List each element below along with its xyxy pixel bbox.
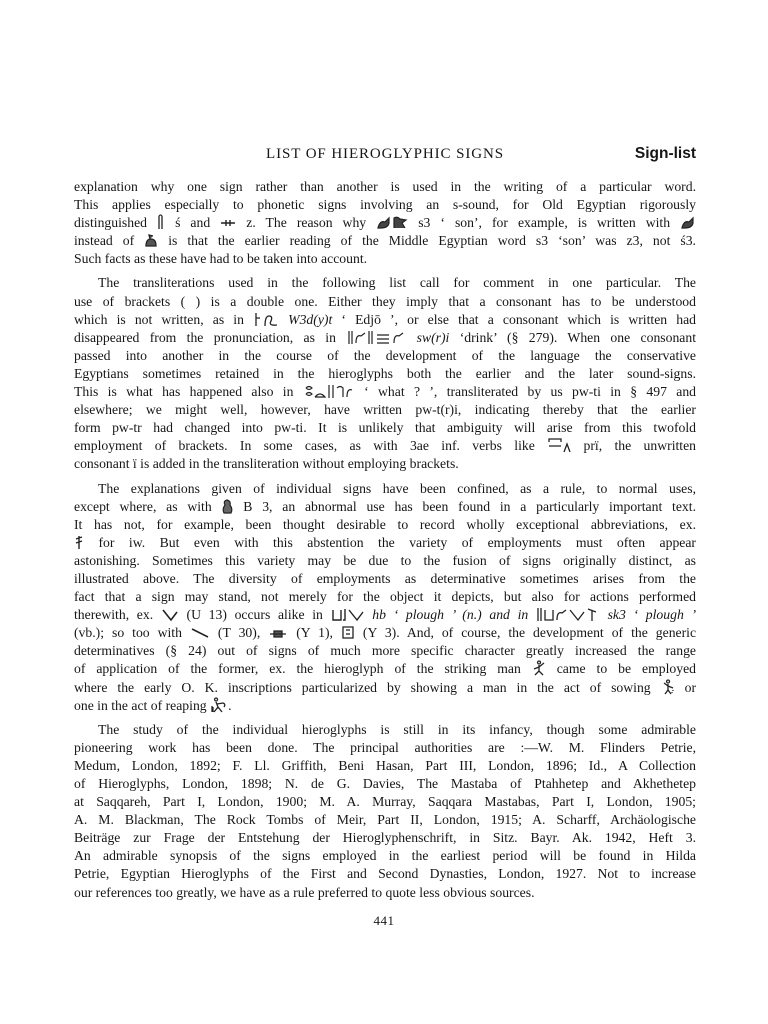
text-fragment: (Y 1), bbox=[296, 625, 333, 641]
text-fragment: which is not written, as in bbox=[74, 311, 244, 327]
paragraph-4 bbox=[74, 721, 696, 902]
text-line: It has not, for example, been thought desirable to record wholly exceptional abbreviations, ex. bbox=[74, 516, 696, 532]
text-line: Egyptians sometimes retained in the hieroglyphs both the earlier and the later sound-signs. bbox=[74, 365, 696, 381]
text-line: use of brackets ( ) is a double one. Either they imply that a consonant has to be understood bbox=[74, 293, 696, 309]
hoe-hieroglyph-icon bbox=[161, 607, 179, 622]
body-text bbox=[74, 178, 696, 908]
pintail-duck-hieroglyph-icon bbox=[680, 215, 696, 230]
text-line: The transliterations used in the following list call for comment in one particular. The bbox=[98, 275, 696, 291]
text-line: passed into another in the course of the development of the language the conservative bbox=[74, 347, 696, 363]
text-line: one in the act of reaping . bbox=[74, 697, 232, 713]
text-fragment: (vb.); so too with bbox=[74, 625, 182, 641]
text-line: Petrie, Egyptian Hieroglyphs of the First and Second Dynasties, London, 1927. Not to increase bbox=[74, 866, 696, 882]
text-fragment: except where, as with bbox=[74, 498, 212, 514]
text-line: fact that a sign may stand, not merely for the object it depicts, but also for actions performed bbox=[74, 589, 696, 605]
text-fragment: of application of the former, ex. the hieroglyph of the striking man bbox=[74, 661, 521, 677]
text-line: pioneering work has been done. The principal authorities are :—W. M. Flinders Petrie, bbox=[74, 739, 696, 755]
text-line: The explanations given of individual signs have been confined, as a rule, to normal uses, bbox=[98, 480, 696, 496]
text-line: This applies especially to phonetic signs involving an s-sound, for Old Egyptian rigorously bbox=[74, 197, 696, 213]
cobra-hieroglyph-icon bbox=[253, 312, 279, 327]
text-line bbox=[74, 232, 696, 250]
page-number: 441 bbox=[373, 913, 395, 928]
text-line: consonant ï is added in the transliteration without employing brackets. bbox=[74, 456, 459, 472]
transliteration: sw(r)i bbox=[416, 329, 450, 345]
text-line bbox=[74, 329, 696, 347]
text-fragment: employment of brackets. In some cases, as with 3ae inf. verbs like bbox=[74, 438, 535, 454]
text-line: The study of the individual hieroglyphs is still in its infancy, though some admirable bbox=[98, 721, 696, 737]
striking-man-hieroglyph-icon bbox=[74, 535, 84, 550]
sowing-man-hieroglyph-icon bbox=[661, 680, 675, 695]
text-line bbox=[74, 311, 696, 329]
text-fragment: came to be employed bbox=[556, 661, 696, 677]
duckling-hieroglyph-icon bbox=[221, 499, 233, 514]
text-line: form pw-tr had changed into pw-ti. It is unlikely that ambiguity will arise from this twofold bbox=[74, 420, 696, 436]
text-line bbox=[74, 679, 696, 697]
sickle-hieroglyph-icon bbox=[190, 625, 210, 640]
text-line: Beiträge zur Frage der Entstehung der Hieroglyphenschrift, in Sitz. Bayr. Ak. 1942, Heft 3. bbox=[74, 830, 696, 846]
text-fragment: is that the earlier reading of the Middle Egyptian word s3 ‘son’ was z3, not ś3. bbox=[168, 233, 696, 249]
text-fragment: prï, the unwritten bbox=[583, 438, 697, 454]
text-fragment: therewith, ex. bbox=[74, 607, 154, 623]
text-fragment: ‘drink’ (§ 279). When one consonant bbox=[459, 329, 697, 345]
text-fragment: s3 ‘ son’, for example, is written with bbox=[418, 215, 671, 231]
text-line: our references too greatly, we have as a rule preferred to quote less obvious sources. bbox=[74, 884, 535, 900]
text-line bbox=[74, 214, 696, 232]
duckling-hieroglyph-icon bbox=[144, 233, 158, 248]
striking-man-hieroglyph-icon bbox=[532, 661, 546, 676]
text-line: elsewhere; we might well, however, have written pw-t(r)i, indicating thereby that the earlier bbox=[74, 402, 696, 418]
text-fragment: instead of bbox=[74, 233, 135, 249]
text-line bbox=[74, 498, 696, 516]
text-fragment: This is what has happened also in bbox=[74, 384, 294, 400]
text-fragment: (Y 3). And, of course, the development of the generic bbox=[362, 625, 697, 641]
text-fragment: B 3, an abnormal use has been found in a particularly important text. bbox=[243, 498, 697, 514]
text-fragment: ‘ Edjō ’, or else that a consonant which is written had bbox=[341, 311, 697, 327]
hoe-hieroglyph-icon bbox=[331, 607, 365, 622]
page-title: LIST OF HIEROGLYPHIC SIGNS bbox=[266, 146, 504, 162]
pintail-duck-hieroglyph-icon bbox=[376, 215, 408, 230]
reaping-man-hieroglyph-icon bbox=[210, 698, 228, 713]
folded-cloth-hieroglyph-icon bbox=[157, 215, 165, 230]
paragraph-3 bbox=[74, 480, 696, 715]
door-bolt-hieroglyph-icon bbox=[220, 215, 236, 230]
text-line: of Hieroglyphs, London, 1898; N. de G. Davies, The Mastaba of Ptahhetep and Akhethetep bbox=[74, 776, 696, 791]
running-head bbox=[74, 146, 696, 170]
door-bolt-hieroglyph-icon bbox=[547, 438, 571, 453]
paragraph-2 bbox=[74, 274, 696, 473]
text-line bbox=[74, 660, 696, 678]
text-fragment: for iw. But even with this abstention the variety of employments must often appear bbox=[98, 534, 696, 550]
text-line: astonishing. Sometimes this variety may be due to the fusion of signs originally distinct, as bbox=[74, 552, 696, 568]
text-line bbox=[74, 383, 696, 401]
text-fragment: (U 13) occurs alike in bbox=[186, 607, 323, 623]
water-pot-hieroglyph-icon bbox=[346, 330, 406, 345]
transliteration: hb ‘ plough ’ (n.) and in bbox=[372, 607, 529, 623]
sickle-hieroglyph-icon bbox=[268, 625, 288, 640]
text-fragment: one in the act of reaping bbox=[74, 697, 207, 713]
text-fragment: or bbox=[684, 679, 696, 695]
text-line bbox=[74, 534, 696, 552]
text-line: explanation why one sign rather than another is used in the writing of a particular word. bbox=[74, 179, 696, 194]
section-label: Sign-list bbox=[634, 145, 696, 162]
text-line: determinatives (§ 24) out of signs of much more specific character greatly increased the range bbox=[74, 643, 696, 659]
paragraph-1 bbox=[74, 178, 696, 268]
text-line: Medum, London, 1892; F. Ll. Griffith, Beni Hasan, Part III, London, 1896; Id., A Collection bbox=[74, 757, 696, 773]
text-line: A. M. Blackman, The Rock Tombs of Meir, Part II, London, 1915; A. Scharff, Archäologische bbox=[74, 812, 696, 828]
text-line: illustrated above. The diversity of employments as determinative sometimes arises from the bbox=[74, 570, 696, 586]
hoe-hieroglyph-icon bbox=[536, 607, 600, 622]
transliteration: W3d(y)t bbox=[288, 311, 333, 327]
text-fragment: z. The reason why bbox=[246, 215, 367, 231]
text-line: An admirable synopsis of the signs employed in the earliest period will be found in Hilda bbox=[74, 848, 696, 864]
text-fragment: where the early O. K. inscriptions particularized by showing a man in the act of sowing bbox=[74, 679, 651, 695]
text-line: at Saqqareh, Part I, London, 1900; M. A. Murray, Saqqara Mastabas, Part I, London, 1905; bbox=[74, 794, 696, 810]
text-line bbox=[74, 624, 696, 642]
transliteration: sk3 ‘ plough ’ bbox=[607, 607, 697, 623]
text-line bbox=[74, 606, 696, 624]
text-fragment: disappeared from the pronunciation, as in bbox=[74, 329, 336, 345]
text-line bbox=[74, 437, 696, 455]
text-fragment: ś and bbox=[175, 215, 211, 231]
text-line: Such facts as these have had to be taken into account. bbox=[74, 251, 368, 267]
text-fragment: (T 30), bbox=[217, 625, 261, 641]
text-fragment: distinguished bbox=[74, 215, 148, 231]
water-pot-hieroglyph-icon bbox=[303, 384, 355, 399]
text-fragment: ‘ what ? ’, transliterated by us pw-ti in § 497 and bbox=[364, 384, 697, 400]
water-pot-hieroglyph-icon bbox=[341, 625, 355, 640]
